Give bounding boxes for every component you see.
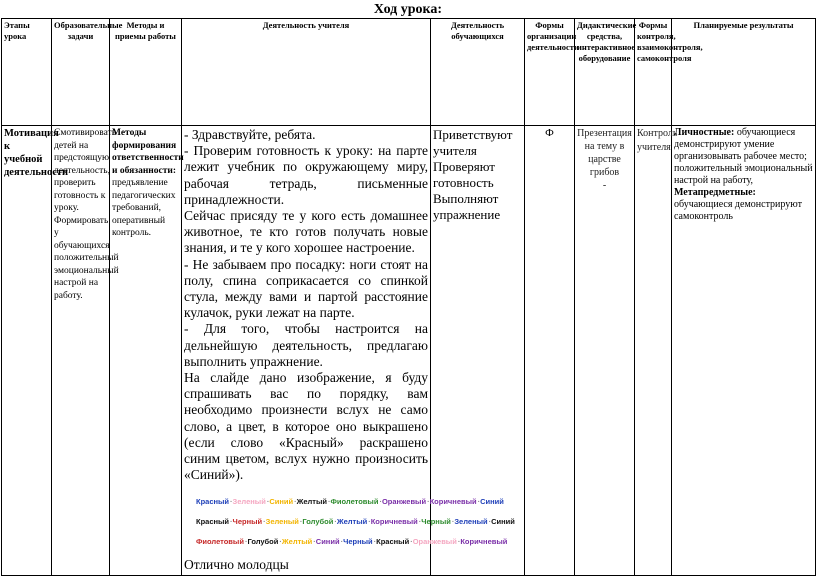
color-word-line xyxy=(196,497,504,507)
header-students: Деятельность обучающихся xyxy=(431,19,525,126)
header-results: Планируемые результаты xyxy=(672,19,816,126)
header-stage: Этапы урока xyxy=(2,19,52,126)
table-row xyxy=(2,126,816,576)
color-word: Зеленый xyxy=(232,497,266,507)
word-separator: · xyxy=(313,537,316,547)
word-separator: · xyxy=(477,497,481,507)
color-word: Синий xyxy=(480,497,504,507)
color-word: Коричневый xyxy=(460,537,508,547)
didactic-cell xyxy=(575,126,635,576)
teacher-paragraph: - Здравствуйте, ребята. xyxy=(184,127,316,142)
header-org-forms: Формы организации деятельности xyxy=(525,19,575,126)
teacher-paragraph: Сейчас присяду те у кого есть домашнее животное, те кто готов получать новые знания, и те у кого хорошее настроение. xyxy=(184,208,428,256)
word-separator: · xyxy=(263,517,266,527)
color-word-line xyxy=(196,517,515,527)
color-word: Зеленый xyxy=(454,517,488,527)
students-cell xyxy=(431,126,525,576)
word-separator: · xyxy=(279,537,282,547)
tasks-cell: Смотивировать детей на предстоящую деятельность, проверить готовность к уроку. Формировать у обучающихся положительный эмоциональный настрой на работу. xyxy=(52,126,110,576)
methods-cell xyxy=(110,126,182,576)
word-separator: · xyxy=(427,497,430,507)
control-cell: Контроль учителя xyxy=(635,126,672,576)
word-separator: · xyxy=(488,517,492,527)
word-separator: · xyxy=(244,537,248,547)
results-personal-label: Личностные: xyxy=(674,127,735,138)
didactic-text: Презентация на тему в царстве грибов xyxy=(577,128,632,178)
didactic-dash: - xyxy=(602,180,607,191)
methods-rest: предъявление педагогических требований, оперативный контроль. xyxy=(112,178,176,238)
color-word: Желтый xyxy=(296,497,327,507)
org-form-cell: Ф xyxy=(525,126,575,576)
teacher-paragraph: - Не забываем про посадку: ноги стоят на полу, спина соприкасается со спинкой стула, между вами и партой расстояние кулачок, руки лежат на парте. xyxy=(184,256,428,321)
color-word: Оранжевый xyxy=(381,497,427,507)
color-word: Оранжевый xyxy=(412,537,457,547)
word-separator: · xyxy=(410,537,413,547)
results-meta-label: Метапредметные: xyxy=(674,187,756,198)
color-word-slide xyxy=(184,497,515,547)
header-teacher: Деятельность учителя xyxy=(182,19,431,126)
word-separator: · xyxy=(230,517,233,527)
methods-bold: Методы формирования ответственности и обязанности: xyxy=(112,128,184,176)
student-activity: Проверяют готовность xyxy=(433,159,495,190)
student-activity: Приветствуют учителя xyxy=(433,127,513,158)
color-word: Коричневый xyxy=(370,517,418,527)
lesson-table xyxy=(1,18,816,576)
color-word: Желтый xyxy=(281,537,313,547)
word-separator: · xyxy=(230,497,233,507)
results-personal-text: обучающиеся демонстрируют умение организовывать рабочее место; положительный эмоциональный настрой на работу, xyxy=(674,127,813,186)
word-separator: · xyxy=(299,517,303,527)
stage-cell: Мотивация к учебной деятельности xyxy=(2,126,52,576)
word-separator: · xyxy=(334,517,337,527)
word-separator: · xyxy=(418,517,422,527)
header-didactic: Дидактические средства, интерактивное оборудование xyxy=(575,19,635,126)
color-word: Красный xyxy=(196,517,230,527)
color-word: Синий xyxy=(269,497,294,507)
teacher-paragraph: На слайде дано изображение, я буду спрашивать вас по порядку, вам необходимо произнести вслух не само слово, а цвет, в которое оно выкрашено (если слово «Красный» раскрашено синим цветом, вслух нужно произносить «Синий»). xyxy=(184,370,428,483)
color-word: Черный xyxy=(343,537,373,547)
teacher-paragraphs xyxy=(184,127,428,483)
color-word: Голубой xyxy=(247,537,279,547)
color-word: Зеленый xyxy=(265,517,299,527)
student-activity: Выполняют упражнение xyxy=(433,191,501,222)
color-word: Голубой xyxy=(302,517,334,527)
word-separator: · xyxy=(373,537,377,547)
teacher-paragraph: - Для того, чтобы настроится на дельнейшую деятельность, предлагаю выполнить упражнение. xyxy=(184,321,428,369)
color-word: Черный xyxy=(232,517,263,527)
word-separator: · xyxy=(379,497,382,507)
page-title: Ход урока: xyxy=(373,2,443,17)
word-separator: · xyxy=(328,497,331,507)
color-word: Красный xyxy=(196,497,230,507)
color-word: Черный xyxy=(421,517,451,527)
color-word: Синий xyxy=(491,517,515,527)
color-word: Коричневый xyxy=(429,497,477,507)
results-meta-text: обучающиеся демонстрируют самоконтроль xyxy=(674,199,802,222)
color-word: Фиолетовый xyxy=(196,537,244,547)
word-separator: · xyxy=(451,517,455,527)
teacher-final: Отлично молодцы xyxy=(184,557,289,573)
header-row xyxy=(2,19,816,126)
color-word: Фиолетовый xyxy=(330,497,379,507)
word-separator: · xyxy=(340,537,344,547)
word-separator: · xyxy=(266,497,270,507)
header-methods: Методы и приемы работы xyxy=(110,19,182,126)
color-word: Желтый xyxy=(336,517,368,527)
header-tasks: Образовательные задачи xyxy=(52,19,110,126)
results-cell xyxy=(672,126,816,576)
color-word-line xyxy=(196,537,508,547)
word-separator: · xyxy=(368,517,371,527)
word-separator: · xyxy=(457,537,461,547)
color-word: Синий xyxy=(315,537,340,547)
color-word: Красный xyxy=(376,537,410,547)
header-control: Формы контроля, взаимоконтроля, самоконтроля xyxy=(635,19,672,126)
word-separator: · xyxy=(294,497,297,507)
teacher-paragraph: - Проверим готовность к уроку: на парте лежит учебник по окружающему миру, рабочая тетрадь, письменные принадлежности. xyxy=(184,143,428,207)
